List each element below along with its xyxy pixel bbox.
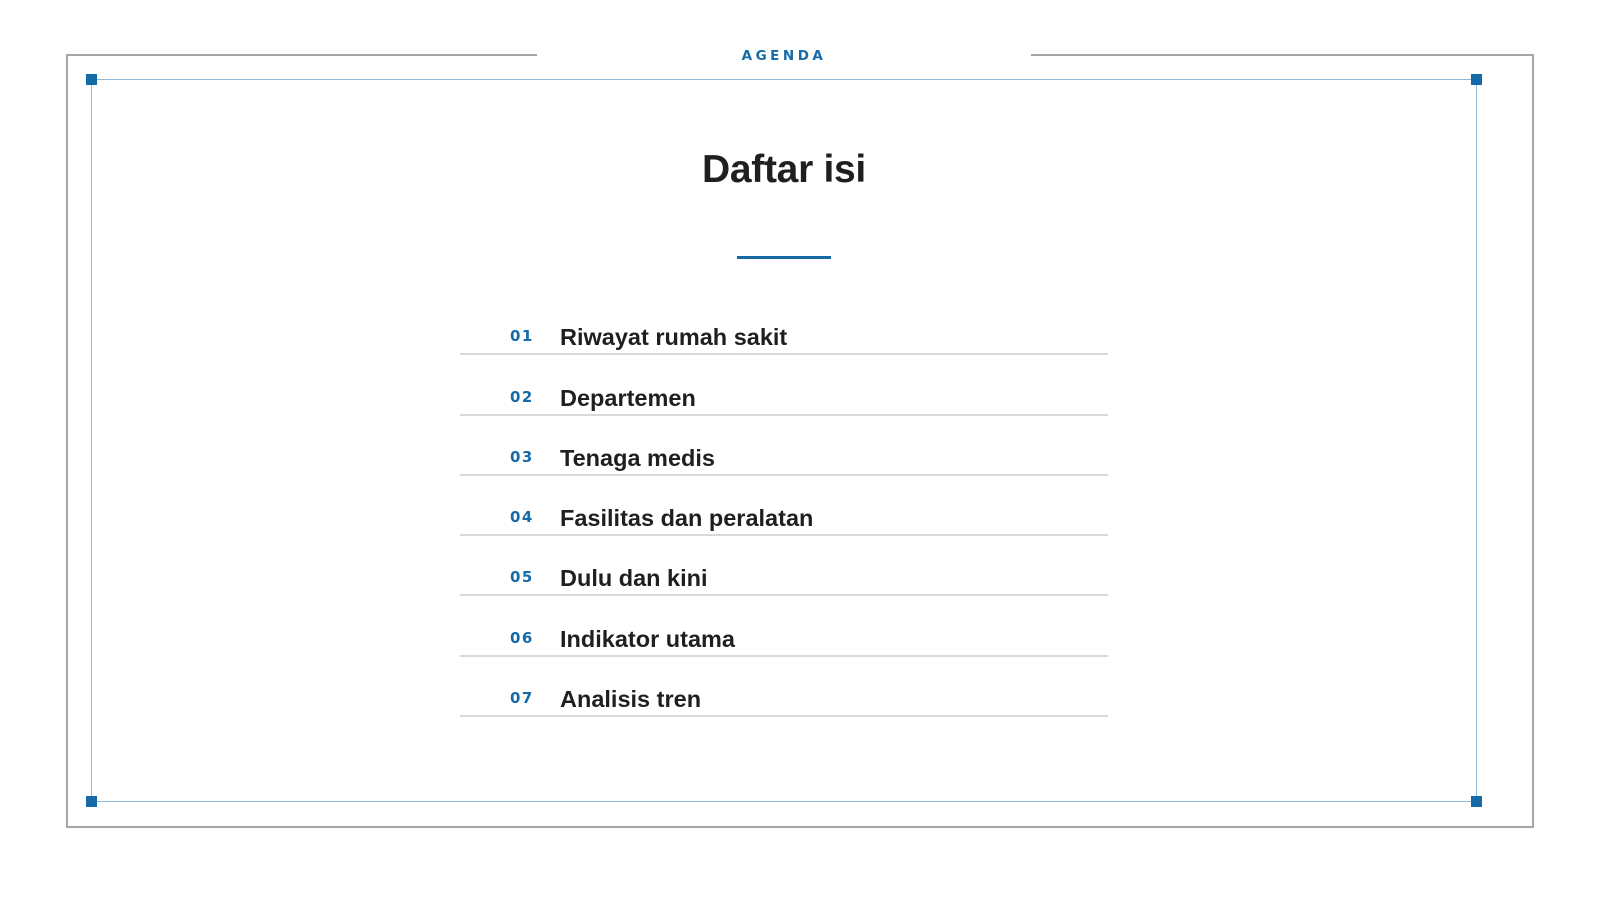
toc-item[interactable] [460,416,1108,476]
toc-item-number: 02 [510,387,534,406]
corner-marker-top-right [1471,74,1482,85]
title-underline [737,256,831,259]
toc-item[interactable] [460,596,1108,656]
toc-item-number: 04 [510,508,534,527]
toc-item-number: 05 [510,568,534,587]
page-title: Daftar isi [702,148,866,191]
corner-marker-bottom-left [86,796,97,807]
toc-item[interactable] [460,657,1108,717]
toc-item-label: Departemen [560,384,696,411]
toc-item[interactable] [460,295,1108,355]
toc-item-number: 07 [510,689,534,708]
toc-item[interactable] [460,476,1108,536]
corner-marker-bottom-right [1471,796,1482,807]
toc-item-label: Tenaga medis [560,444,715,471]
toc-item[interactable] [460,355,1108,415]
toc-item[interactable] [460,536,1108,596]
toc-item-label: Analisis tren [560,686,702,713]
toc-item-label: Indikator utama [560,625,735,652]
corner-marker-top-left [86,74,97,85]
toc-item-label: Fasilitas dan peralatan [560,505,814,532]
section-label: AGENDA [741,48,827,64]
toc-divider [460,715,1108,717]
table-of-contents [460,295,1108,717]
toc-item-label: Dulu dan kini [560,565,708,592]
toc-item-number: 06 [510,628,534,647]
toc-item-number: 01 [510,327,534,346]
toc-item-label: Riwayat rumah sakit [560,324,788,351]
toc-item-number: 03 [510,447,534,466]
